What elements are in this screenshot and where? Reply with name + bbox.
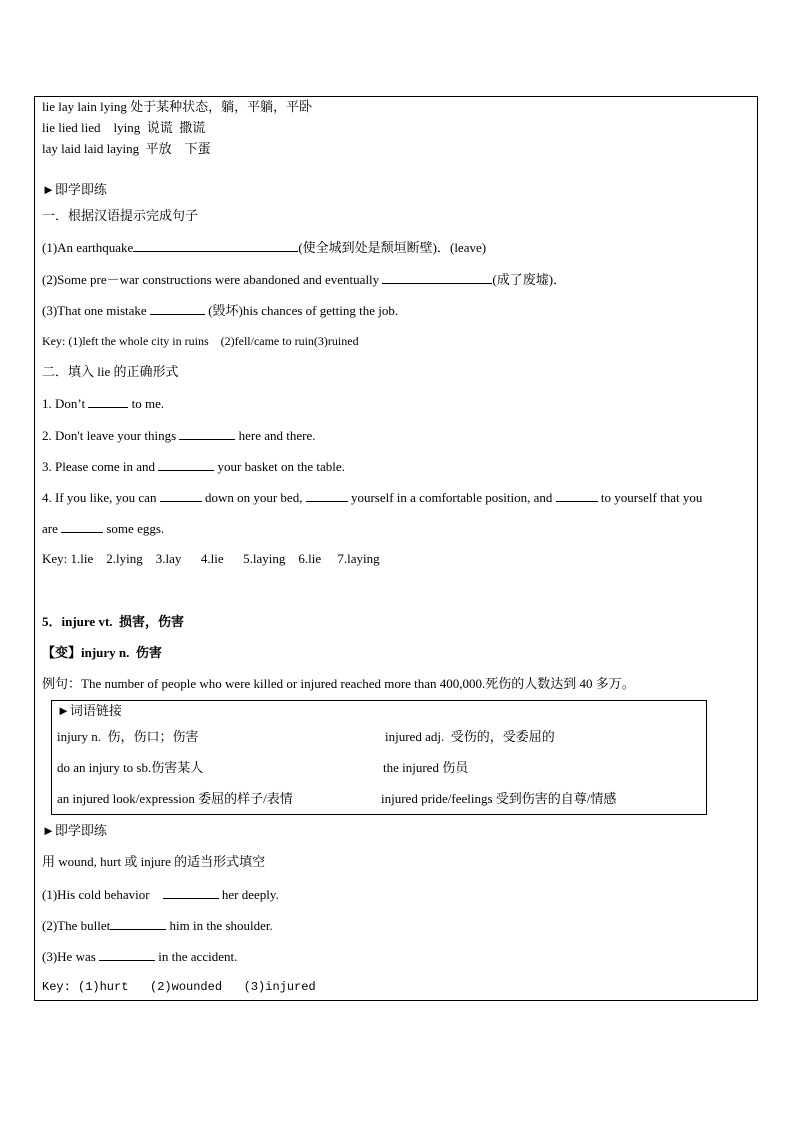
answer-key-3: Key: (1)hurt (2)wounded (3)injured	[42, 980, 316, 994]
answer-blank[interactable]	[88, 395, 128, 408]
answer-blank[interactable]	[382, 271, 492, 284]
word-link-item: do an injury to sb.伤害某人	[57, 760, 204, 775]
lie-forms-line-1: lie lay lain lying 处于某种状态，躺，平躺，平卧	[42, 99, 313, 114]
word-link-heading: ►词语链接	[57, 703, 122, 718]
question-2: (2)Some pre－war constructions were abandoned and eventually (成了废墟)．	[42, 272, 567, 287]
answer-blank[interactable]	[133, 239, 298, 252]
answer-blank[interactable]	[163, 886, 219, 899]
word-link-item: injury n. 伤，伤口；伤害	[57, 729, 199, 744]
fill-instruction: 用 wound, hurt 或 injure 的适当形式填空	[42, 854, 266, 869]
question-3: (3)That one mistake (毁坏)his chances of getting the job.	[42, 303, 399, 318]
practice-heading: ►即学即练	[42, 182, 107, 197]
answer-key-2: Key: 1.lie 2.lying 3.lay 4.lie 5.laying 6.lie 7.laying	[42, 551, 380, 566]
sentence-4: 4. If you like, you can down on your bed, yourself in a comfortable position, and to yourself that you	[42, 490, 703, 505]
answer-blank[interactable]	[150, 302, 205, 315]
injure-example: 例句：The number of people who were killed or injured reached more than 400,000.死伤的人数达到 40 多万。	[42, 676, 635, 691]
injure-variant: 【变】injury n. 伤害	[42, 645, 162, 660]
sentence-3: 3. Please come in and your basket on the table.	[42, 459, 345, 474]
word-link-item: an injured look/expression 委屈的样子/表情	[57, 791, 293, 806]
answer-blank[interactable]	[110, 917, 166, 930]
word-link-item: injured pride/feelings 受到伤害的自尊/情感	[381, 791, 617, 806]
answer-blank[interactable]	[556, 489, 598, 502]
word-link-item: injured adj. 受伤的，受委屈的	[385, 729, 555, 744]
sentence-4-cont: are some eggs.	[42, 521, 165, 536]
injure-title: 5．injure vt. 损害，伤害	[42, 614, 185, 629]
answer-blank[interactable]	[160, 489, 202, 502]
answer-blank[interactable]	[306, 489, 348, 502]
answer-blank[interactable]	[61, 520, 103, 533]
answer-blank[interactable]	[158, 458, 214, 471]
fill-question-1: (1)His cold behavior her deeply.	[42, 887, 279, 902]
sentence-1: 1. Don’t to me.	[42, 396, 165, 411]
section-1-title: 一．根据汉语提示完成句子	[42, 208, 199, 223]
fill-question-2: (2)The bullet him in the shoulder.	[42, 918, 273, 933]
fill-question-3: (3)He was in the accident.	[42, 949, 238, 964]
lie-forms-line-2: lie lied lied lying 说谎 撒谎	[42, 120, 206, 135]
practice-heading-2: ►即学即练	[42, 823, 107, 838]
word-link-item: the injured 伤员	[383, 760, 469, 775]
section-2-title: 二．填入 lie 的正确形式	[42, 364, 179, 379]
answer-key-1: Key: (1)left the whole city in ruins (2)fell/came to ruin(3)ruined	[42, 334, 359, 348]
question-1: (1)An earthquake (使全城到处是颓垣断壁)．(leave)	[42, 240, 487, 255]
answer-blank[interactable]	[99, 948, 155, 961]
answer-blank[interactable]	[179, 427, 235, 440]
lie-forms-line-3: lay laid laid laying 平放 下蛋	[42, 141, 211, 156]
sentence-2: 2. Don't leave your things here and there.	[42, 428, 316, 443]
